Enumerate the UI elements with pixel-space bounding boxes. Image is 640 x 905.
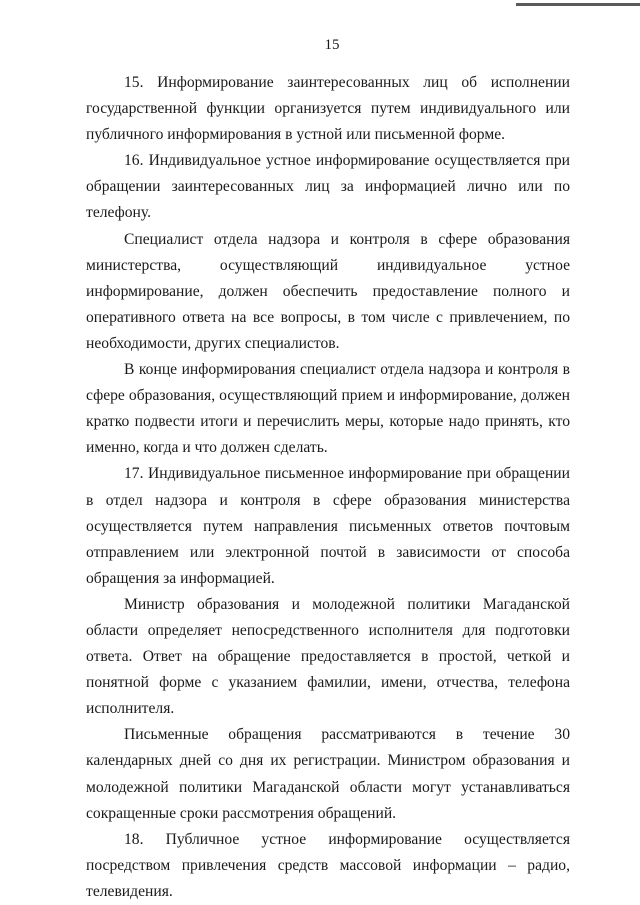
- scan-edge-line: [516, 3, 640, 6]
- paragraph-minister: Министр образования и молодежной политики Магаданской области определяет непосредственного исполнителя для подготовки ответа. Ответ на обращение предоставляется в простой, четкой и понятной форме с указанием фамилии, имени, отчества, телефона исполнителя.: [86, 595, 570, 718]
- page-number: 15: [324, 37, 340, 53]
- paragraph-end-of-informing: В конце информирования специалист отдела надзора и контроля в сфере образования, осуществляющий прием и информирование, должен кратко подвести итоги и перечислить меры, которые надо принять, кто именно, когда и что должен сделать.: [86, 361, 570, 457]
- document-body: [86, 70, 570, 905]
- paragraph-16: 16. Индивидуальное устное информирование осуществляется при обращении заинтересованных лиц за информацией лично или по телефону.: [86, 152, 570, 222]
- paragraph-17: 17. Индивидуальное письменное информирование при обращении в отдел надзора и контроля в сфере образования министерства осуществляется путем направления письменных ответов почтовым отправлением или электронной почтой в зависимости от способа обращения за информацией.: [86, 465, 570, 587]
- paragraph-specialist: Специалист отдела надзора и контроля в сфере образования министерства, осуществляющий индивидуальное устное информирование, должен обеспечить предоставление полного и оперативного ответа на все вопросы, в том числе с привлечением, по необходимости, других специалистов.: [86, 230, 570, 352]
- paragraph-written-requests: Письменные обращения рассматриваются в течение 30 календарных дней со дня их регистрации. Министром образования и молодежной политики Магаданской области могут устанавливаться сокращенные сроки рассмотрения обращений.: [86, 726, 570, 822]
- paragraph-18: 18. Публичное устное информирование осуществляется посредством привлечения средств массовой информации – радио, телевидения.: [86, 830, 570, 900]
- paragraph-15: 15. Информирование заинтересованных лиц об исполнении государственной функции организуется путем индивидуального или публичного информирования в устной или письменной форме.: [86, 74, 570, 144]
